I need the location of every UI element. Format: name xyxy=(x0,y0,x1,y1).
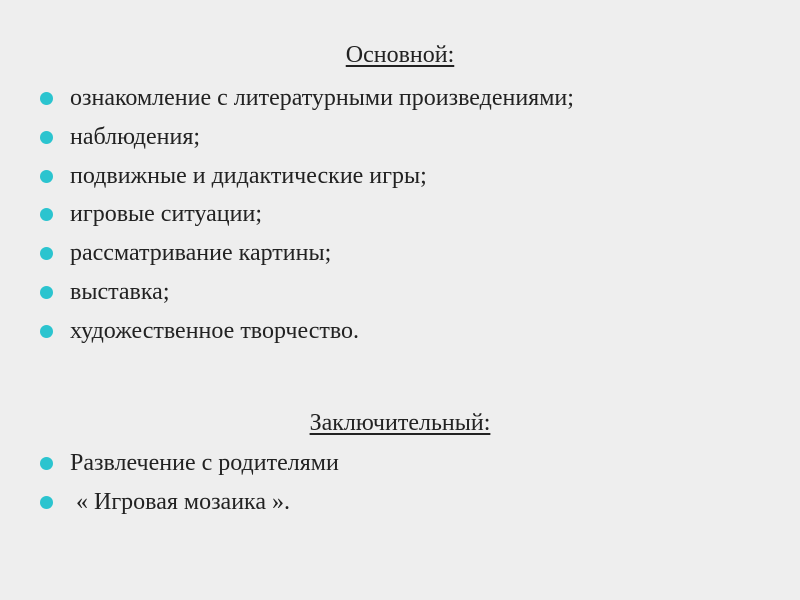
list-item-text: подвижные и дидактические игры; xyxy=(70,162,427,189)
bullet-icon xyxy=(40,92,53,105)
final-section-title: Заключительный: xyxy=(309,410,491,436)
bullet-icon xyxy=(40,208,53,221)
bullet-icon xyxy=(40,286,53,299)
list-item-text: художественное творчество. xyxy=(70,317,360,344)
bullet-icon xyxy=(40,170,53,183)
list-item-text: Развлечение с родителями xyxy=(70,450,339,476)
list-item-text: « Игровая мозаика ». xyxy=(70,488,290,515)
list-item-text: выставка; xyxy=(70,278,170,305)
list-item xyxy=(40,199,574,238)
list-item-text: ознакомление с литературными произведениями; xyxy=(70,85,574,111)
main-section-title: Основной: xyxy=(345,42,455,68)
bullet-icon xyxy=(40,325,53,338)
main-activities-list xyxy=(40,83,574,355)
list-item-text: наблюдения; xyxy=(70,123,201,150)
list-item xyxy=(40,448,339,487)
list-item xyxy=(40,161,574,200)
bullet-icon xyxy=(40,496,53,509)
list-item-text: игровые ситуации; xyxy=(70,201,262,228)
list-item xyxy=(40,122,574,161)
list-item xyxy=(40,83,574,122)
list-item xyxy=(40,238,574,277)
list-item xyxy=(40,277,574,316)
final-activities-list xyxy=(40,448,339,526)
list-item xyxy=(40,316,574,355)
list-item xyxy=(40,487,339,526)
bullet-icon xyxy=(40,247,53,260)
bullet-icon xyxy=(40,457,53,470)
bullet-icon xyxy=(40,131,53,144)
list-item-text: рассматривание картины; xyxy=(70,240,332,267)
